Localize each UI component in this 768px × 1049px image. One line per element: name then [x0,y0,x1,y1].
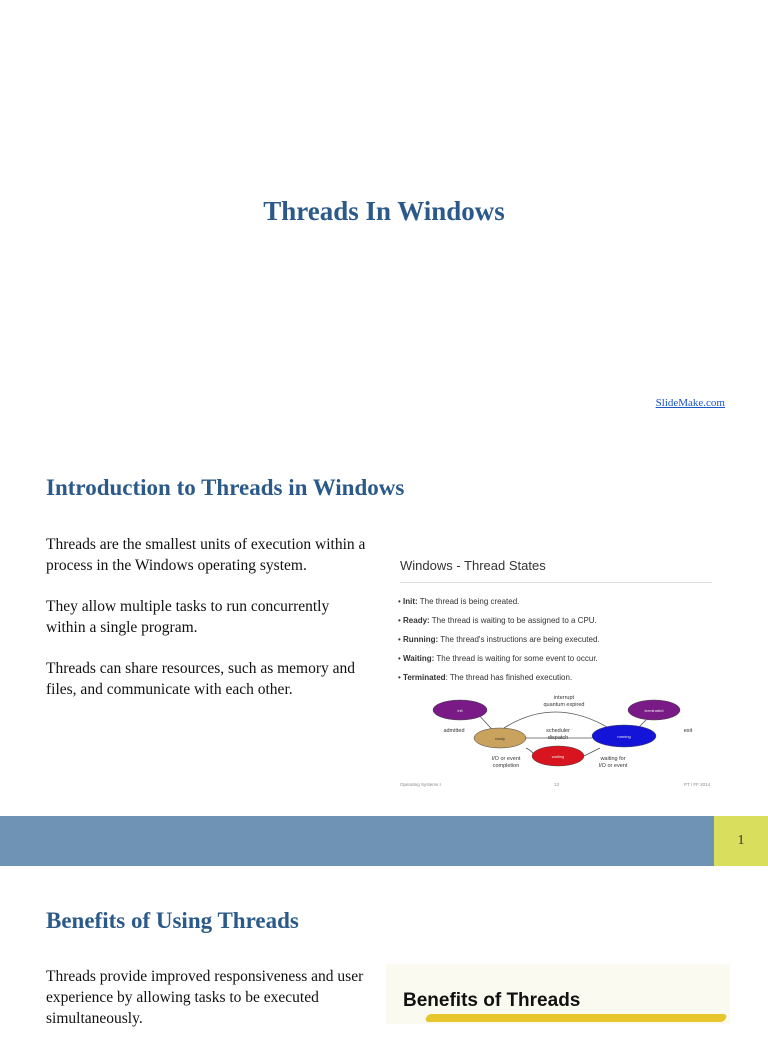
thread-states-bullets [398,592,600,687]
node-terminated-label: terminated [644,708,664,713]
thread-states-image [386,550,726,796]
intro-heading: Introduction to Threads in Windows [46,475,405,500]
benefits-paragraph: Threads provide improved responsiveness and user experience by allowing tasks to be executed simultaneously. [46,968,364,1027]
page-number: 1 [714,816,768,866]
node-init-label: init [457,708,463,713]
thumb-footer-left: Operating Systems I [400,782,441,787]
node-running-label: running [617,734,631,739]
thumb-footer-center: 13 [554,782,560,787]
label-waiting-for: waiting for [600,756,626,762]
benefits-text [46,966,366,1049]
label-admitted: admitted [443,728,465,734]
edge-wait [584,748,600,756]
benefits-heading: Benefits of Using Threads [46,908,299,933]
label-completion: completion [492,763,520,769]
benefits-image [386,964,730,1024]
label-io-or-event: I/O or event [598,763,628,769]
source-link[interactable]: SlideMake.com [655,397,725,409]
bullet-waiting: • Waiting: The thread is waiting for some event to occur. [398,654,598,663]
label-io-event: I/O or event [491,756,521,762]
benefits-image-label: Benefits of Threads [403,990,581,1011]
thread-states-title: Windows - Thread States [400,558,546,573]
intro-paragraph-3: Threads can share resources, such as memory and files, and communicate with each other. [46,660,356,698]
label-exit: exit [683,728,693,734]
label-dispatch: dispatch [547,735,569,741]
bullet-running: • Running: The thread's instructions are being executed. [398,635,600,644]
highlight-stroke [425,1014,728,1022]
intro-paragraph-2: They allow multiple tasks to run concurrently within a single program. [46,598,330,636]
label-scheduler: scheduler [546,728,570,734]
label-quantum-expired: quantum expired [543,702,585,708]
bullet-terminated: • Terminated: The thread has finished execution. [398,673,573,682]
thread-state-diagram [386,690,726,780]
node-ready-label: ready [494,736,506,741]
intro-text [46,534,366,720]
thread-states-divider [400,582,712,583]
intro-paragraph-1: Threads are the smallest units of execution within a process in the Windows operating system. [46,536,366,574]
bullet-ready: • Ready: The thread is waiting to be assigned to a CPU. [398,616,597,625]
node-waiting-label: waiting [551,754,565,759]
bullet-init: • Init: The thread is being created. [398,597,520,606]
slide-title: Threads In Windows [263,196,505,226]
thumb-footer-right: PT / FF 2014 [684,782,711,787]
footer-band [0,816,714,866]
label-interrupt: interrupt [553,695,575,701]
